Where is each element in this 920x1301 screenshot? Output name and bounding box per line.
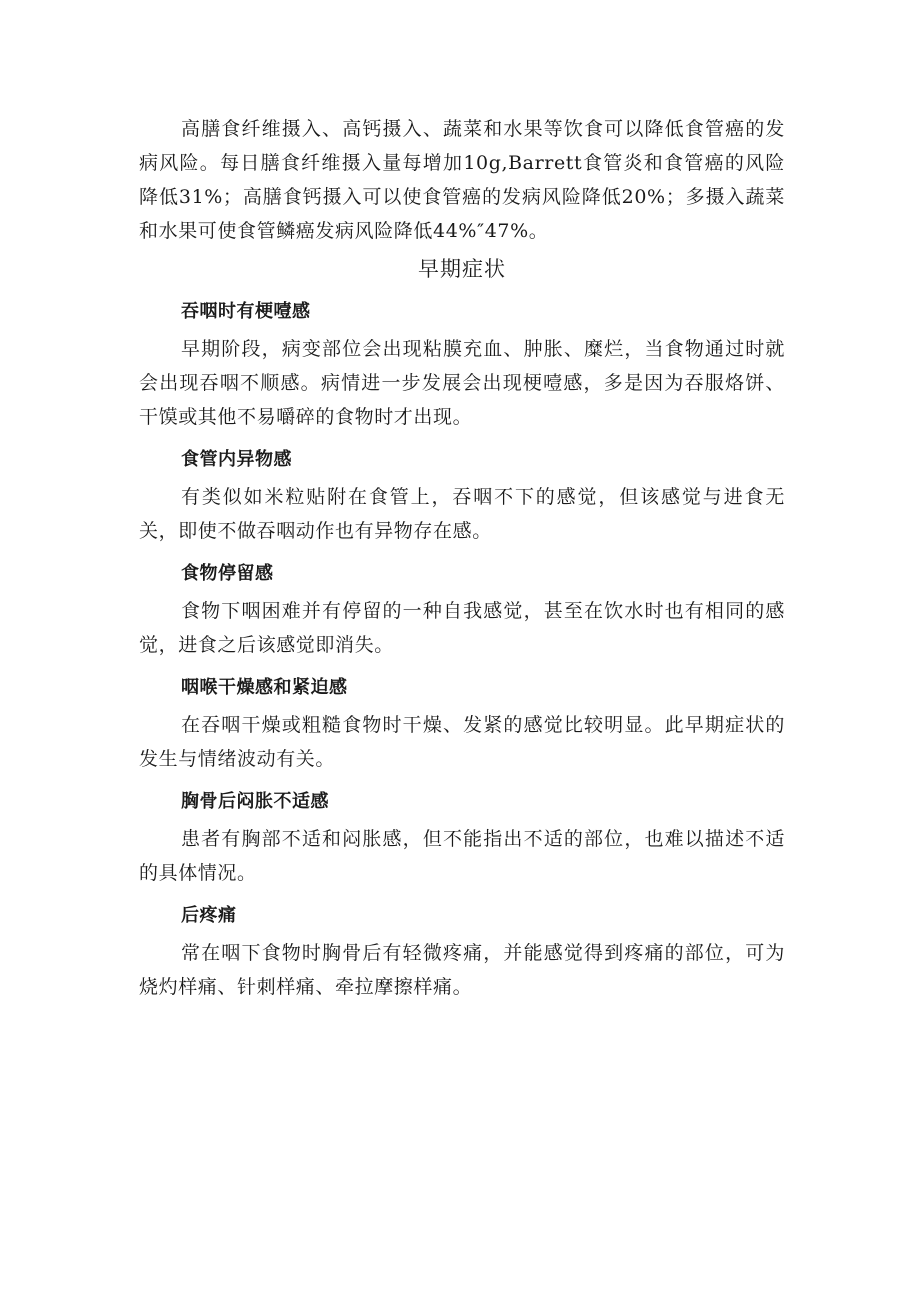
document-body [139,112,785,1010]
symptom-block [139,554,785,662]
symptom-heading: 吞咽时有梗噎感 [181,301,311,322]
symptom-block [139,668,785,776]
symptom-block [139,782,785,890]
symptom-paragraph: 患者有胸部不适和闷胀感，但不能指出不适的部位，也难以描述不适的具体情况。 [139,828,785,884]
symptom-heading: 咽喉干燥感和紧迫感 [181,677,348,698]
symptom-heading: 食管内异物感 [181,449,292,470]
section-title: 早期症状 [418,257,506,281]
symptom-block [139,440,785,548]
symptom-heading: 后疼痛 [181,905,237,926]
symptom-block [139,896,785,1004]
symptom-paragraph: 在吞咽干燥或粗糙食物时干燥、发紧的感觉比较明显。此早期症状的发生与情绪波动有关。 [139,714,785,770]
symptom-block [139,292,785,434]
symptom-heading: 胸骨后闷胀不适感 [181,791,329,812]
symptom-paragraph: 早期阶段，病变部位会出现粘膜充血、肿胀、糜烂，当食物通过时就会出现吞咽不顺感。病情进一步发展会出现梗噎感，多是因为吞服烙饼、干馍或其他不易嚼碎的食物时才出现。 [139,338,785,428]
symptom-paragraph: 常在咽下食物时胸骨后有轻微疼痛，并能感觉得到疼痛的部位，可为烧灼样痛、针刺样痛、牵拉摩擦样痛。 [139,942,785,998]
intro-paragraph: 高膳食纤维摄入、高钙摄入、蔬菜和水果等饮食可以降低食管癌的发病风险。每日膳食纤维摄入量每增加10g,Barrett食管炎和食管癌的风险降低31%；高膳食钙摄入可以使食管癌的发病风险降低20%；多摄入蔬菜和水果可使食管鳞癌发病风险降低44%″47%。 [139,118,785,242]
symptom-paragraph: 食物下咽困难并有停留的一种自我感觉，甚至在饮水时也有相同的感觉，进食之后该感觉即消失。 [139,600,785,656]
symptom-heading: 食物停留感 [181,563,274,584]
symptom-paragraph: 有类似如米粒贴附在食管上，吞咽不下的感觉，但该感觉与进食无关，即使不做吞咽动作也有异物存在感。 [139,486,785,542]
